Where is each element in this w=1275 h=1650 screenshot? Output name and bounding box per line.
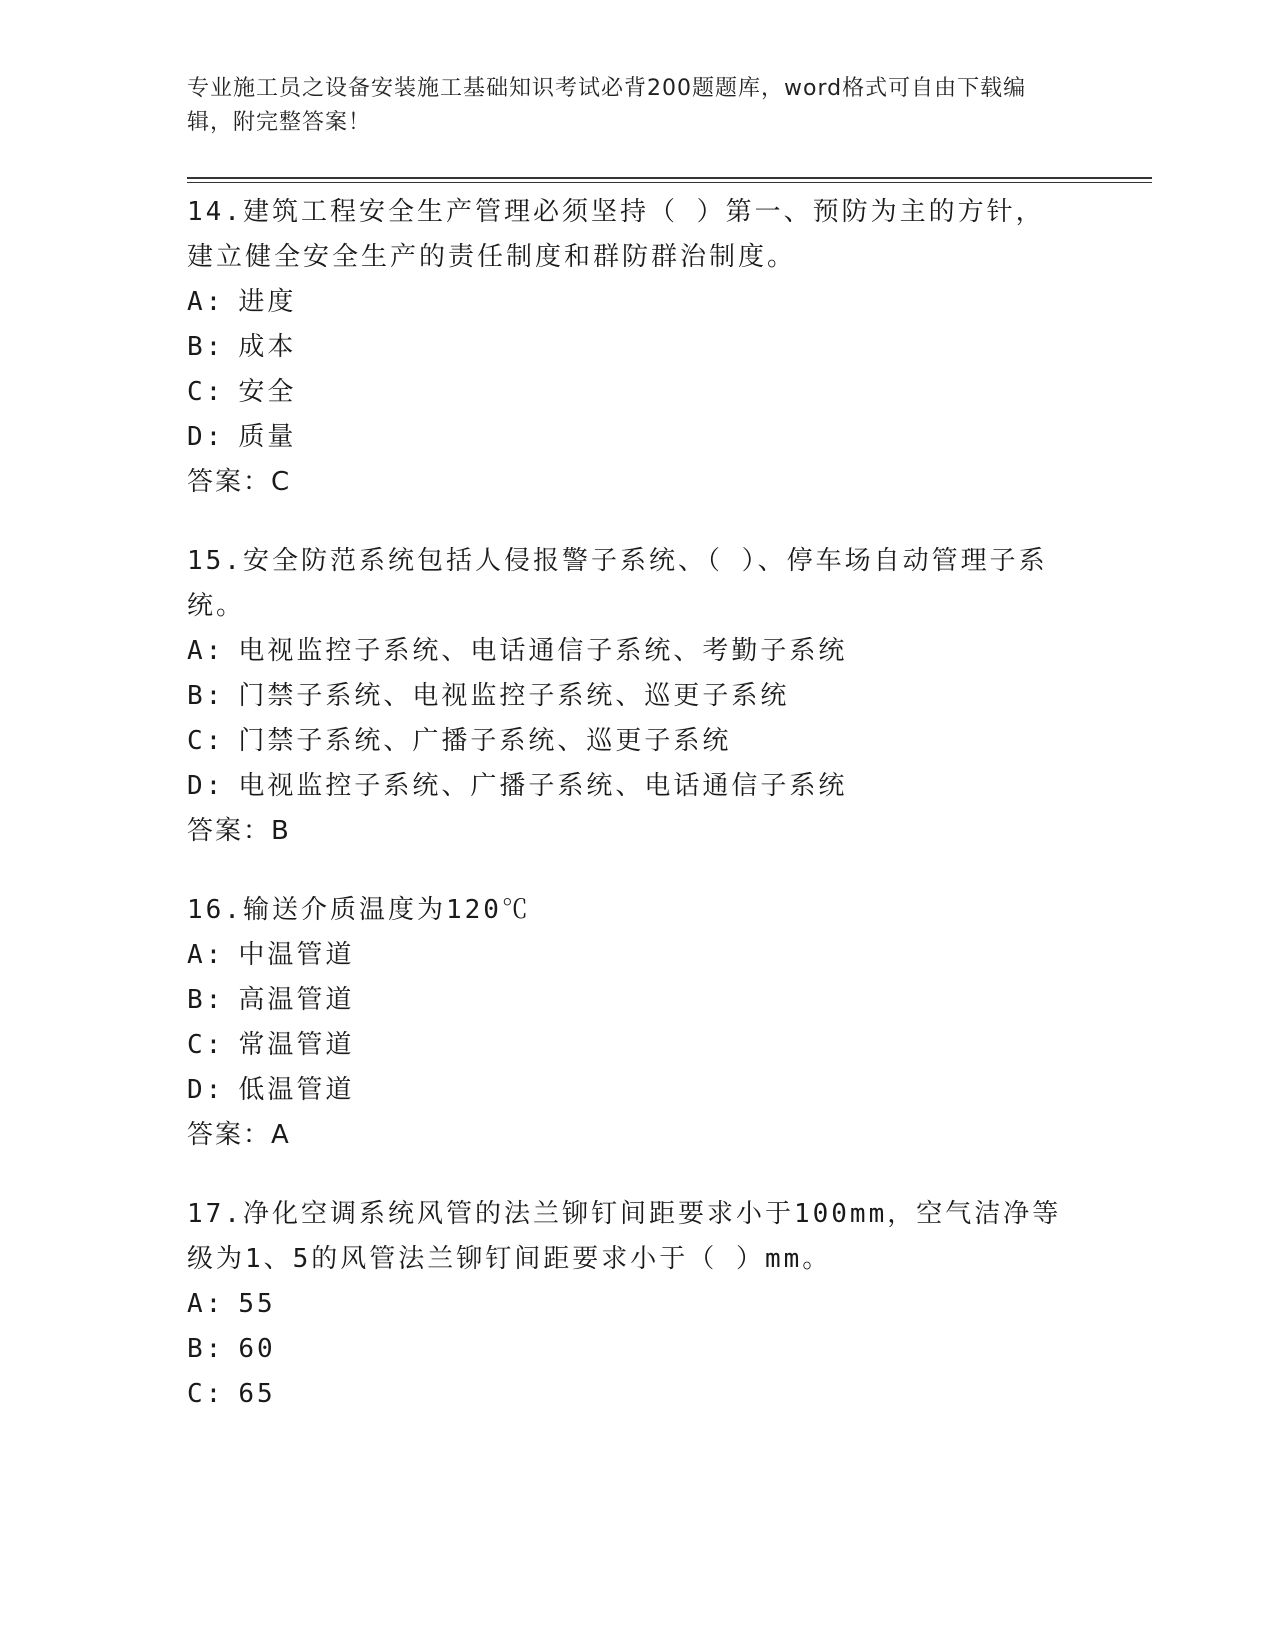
- option-text: 门禁子系统、电视监控子系统、巡更子系统: [238, 681, 790, 711]
- answer-line: 答案：C: [187, 467, 292, 497]
- option-key: A:: [187, 940, 225, 970]
- option-c: [187, 370, 1067, 415]
- option-text: 成本: [238, 332, 297, 362]
- header-divider-thick: [187, 177, 1152, 179]
- option-b: [187, 1327, 1067, 1372]
- option-key: D:: [187, 422, 225, 452]
- option-d: [187, 764, 1067, 809]
- option-text: 高温管道: [238, 985, 355, 1015]
- question-list: [187, 190, 1067, 1451]
- question-14: [187, 190, 1067, 505]
- option-key: B:: [187, 985, 225, 1015]
- option-b: [187, 325, 1067, 370]
- option-text: 60: [238, 1334, 276, 1364]
- option-d: [187, 1068, 1067, 1113]
- option-key: A:: [187, 287, 225, 317]
- option-key: A:: [187, 1289, 225, 1319]
- option-a: [187, 933, 1067, 978]
- question-17: [187, 1192, 1067, 1417]
- option-a: [187, 629, 1067, 674]
- option-key: C:: [187, 1030, 225, 1060]
- question-text: 16.输送介质温度为120℃: [187, 895, 531, 925]
- question-text: 17.净化空调系统风管的法兰铆钉间距要求小于100mm，空气洁净等级为1、5的风管法兰铆钉间距要求小于（ ）mm。: [187, 1199, 1062, 1274]
- option-text: 电视监控子系统、电话通信子系统、考勤子系统: [238, 636, 848, 666]
- answer-line: 答案：A: [187, 1120, 291, 1150]
- answer-line: 答案：B: [187, 816, 291, 846]
- question-16: [187, 888, 1067, 1158]
- option-key: B:: [187, 332, 225, 362]
- option-text: 质量: [238, 422, 297, 452]
- option-key: B:: [187, 681, 225, 711]
- option-key: A:: [187, 636, 225, 666]
- option-text: 电视监控子系统、广播子系统、电话通信子系统: [238, 771, 848, 801]
- header-divider-thin: [187, 182, 1152, 183]
- option-text: 65: [238, 1379, 276, 1409]
- option-key: C:: [187, 726, 225, 756]
- option-c: [187, 719, 1067, 764]
- option-key: C:: [187, 377, 225, 407]
- option-key: C:: [187, 1379, 225, 1409]
- option-c: [187, 1372, 1067, 1417]
- option-text: 常温管道: [238, 1030, 355, 1060]
- option-text: 进度: [238, 287, 297, 317]
- option-text: 55: [238, 1289, 276, 1319]
- option-b: [187, 978, 1067, 1023]
- option-key: D:: [187, 1075, 225, 1105]
- option-key: B:: [187, 1334, 225, 1364]
- option-a: [187, 280, 1067, 325]
- option-text: 中温管道: [238, 940, 355, 970]
- document-header-title: 专业施工员之设备安装施工基础知识考试必背200题题库，word格式可自由下载编辑，附完整答案！: [187, 76, 1027, 135]
- option-text: 安全: [238, 377, 297, 407]
- option-c: [187, 1023, 1067, 1068]
- question-text: 15.安全防范系统包括人侵报警子系统、（ ）、停车场自动管理子系统。: [187, 546, 1048, 621]
- option-key: D:: [187, 771, 225, 801]
- option-text: 门禁子系统、广播子系统、巡更子系统: [238, 726, 732, 756]
- option-a: [187, 1282, 1067, 1327]
- question-15: [187, 539, 1067, 854]
- option-text: 低温管道: [238, 1075, 355, 1105]
- option-d: [187, 415, 1067, 460]
- question-text: 14.建筑工程安全生产管理必须坚持（ ）第一、预防为主的方针，建立健全安全生产的责任制度和群防群治制度。: [187, 197, 1045, 272]
- option-b: [187, 674, 1067, 719]
